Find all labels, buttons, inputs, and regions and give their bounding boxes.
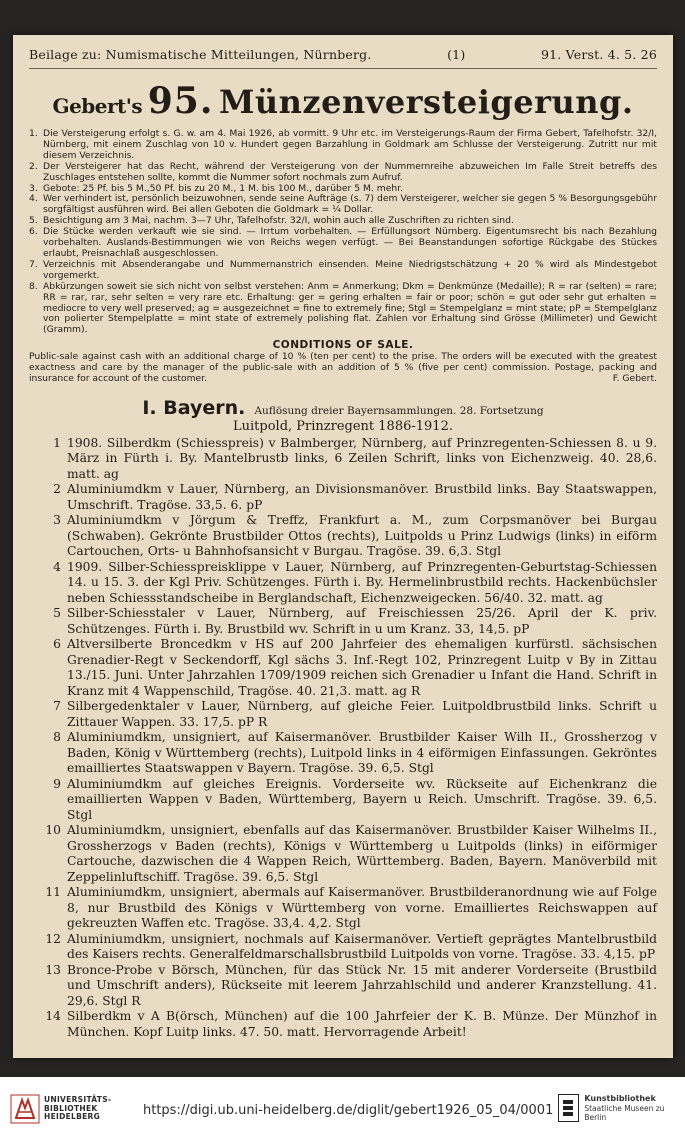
university-logo[interactable] — [10, 1094, 111, 1124]
term-number: 2. — [29, 160, 38, 172]
entry-text: 1909. Silber-Schiesspreisklippe v Lauer, Nürnberg, auf Prinzregenten-Geburtstag-Schiessen 14. u 15. 3. der Kgl Priv. Schützenges. Fürth i. By. Hermelinbrustbild rechts. Hackenbüchsler neben Schiessstandscheibe in Berglandschaft, Eichenzweigecken. 56/40. 32. matt. ag — [67, 559, 657, 605]
section-title: I. Bayern. — [142, 396, 246, 419]
catalog-entry — [29, 606, 657, 637]
catalog-entry — [29, 513, 657, 560]
catalog-entry — [29, 637, 657, 699]
term-number: 5. — [29, 215, 38, 227]
entry-number: 2 — [53, 482, 61, 497]
term-text: Die Stücke werden verkauft wie sie sind. — Irrtum vorbehalten. — Erfüllungsort Nürnberg. Eigentumsrecht bis nach Bezahlung vorbehalten. Auslands-Bestimmungen wie von Reichs wegen verfügt. — Bei Beanstandungen sofortige Rückgabe des Stückes erlaubt, Preisnachlaß ausgeschlossen. — [43, 226, 657, 259]
term-number: 8. — [29, 280, 38, 292]
conditions-heading: CONDITIONS OF SALE. — [272, 339, 414, 352]
term-item — [29, 227, 657, 260]
term-text: Verzeichnis mit Absenderangabe und Nummernanstrich einsenden. Meine Niedrigstschätzung + 20 % wird als Mindestgebot vorgemerkt. — [43, 258, 657, 281]
catalog-entry — [29, 932, 657, 963]
entry-number: 10 — [45, 823, 61, 838]
term-number: 1. — [29, 128, 38, 139]
entry-text: Aluminiumdkm auf gleiches Ereignis. Vorderseite wv. Rückseite auf Eichenkranz die emaillierten Wappen v Baden, Württemberg, Bayern u Reich. Umschrift. Tragöse. 39. 6,5. Stgl — [67, 776, 657, 822]
term-text: Abkürzungen soweit sie sich nicht von selbst verstehen: Anm = Anmerkung; Dkm = Denkmünze (Medaille); R = rar (selten) = rare; RR = rar, rar, sehr selten = very rare etc. Erhaltung: ger = gering erhalten = fair or poor; schön = gut oder sehr gut erhalten = mediocre to very well preserved; ag = ausgezeichnet = fine to extremely fine; Stgl = Stempelglanz = mint state; pP = Stempelglanz von polierter Stempelplatte = mint state of extremely polishing flat. Zahlen vor Erhaltung sind Grösse (Millimeter) und Gewicht (Gramm). — [43, 280, 657, 336]
entry-text: Silbergedenktaler v Lauer, Nürnberg, auf gleiche Feier. Luitpoldbrustbild links. Schrift u Zittauer Wappen. 33. 17,5. pP R — [67, 699, 657, 729]
ruler-heading: Luitpold, Prinzregent 1886-1912. — [233, 418, 453, 434]
term-text: Gebote: 25 Pf. bis 5 M.,50 Pf. bis zu 20 M., 1 M. bis 100 M., darüber 5 M. mehr. — [43, 182, 404, 194]
entry-number: 8 — [53, 730, 61, 745]
term-number: 4. — [29, 193, 38, 205]
entry-number: 12 — [45, 931, 61, 946]
term-text: Der Versteigerer hat das Recht, während der Versteigerung von der Nummernreihe abzuweichen Im Falle Streit betreffs des Zuschlages entstehen sollte, kommt die Nummer sofort nochmals zum Aufruf. — [43, 160, 657, 183]
entry-text: Silberdkm v A B(örsch, München) auf die 100 Jahrfeier der K. B. Münze. Der Münzhof in München. Kopf Luitp links. 47. 50. matt. Hervorragende Arbeit! — [67, 1009, 657, 1039]
catalog-entry — [29, 1009, 657, 1040]
header-page-number: (1) — [447, 47, 466, 62]
kunstbibliothek-icon — [558, 1094, 579, 1122]
entry-text: Aluminiumdkm, unsigniert, abermals auf Kaisermanöver. Brustbilderanordnung wie auf Folge 8, nur Brustbild des Königs v Württemberg von vorne. Emailliertes Reichswappen auf gekreuzten Waffen etc. Tragöse. 33,4. 4,2. Stgl — [67, 885, 657, 931]
scanned-page — [13, 35, 673, 1058]
entry-number: 11 — [45, 885, 61, 900]
entry-text: Aluminiumdkm, unsigniert, ebenfalls auf das Kaisermanöver. Brustbilder Kaiser Wilhelms II., Grossherzogs v Baden (rechts), Königs v Württemberg u Luitpolds (links) in eiförmiger Cartouche, dazwischen die 4 Wappen Reich, Württemberg. Baden, Bayern. Manöverbild mit Zeppelinluftschiff. Tragöse. 39. 6,5. Stgl — [67, 823, 657, 884]
title-part1: Gebert's — [52, 94, 143, 118]
conditions-body: Public-sale against cash with an additional charge of 10 % (ten per cent) to the prise. The orders will be executed with the greatest exactness and care by the manager of the public-sale with an addition of 5 % (five per cent) commission. Postage, packing and insurance for account of the customer. — [29, 351, 657, 385]
entry-text: 1908. Silberdkm (Schiesspreis) v Balmberger, Nürnberg, auf Prinzregenten-Schiessen 8. u 9. März in Fürth i. By. Mantelbrustb links, 6 Zeilen Schrift, links von Eichenzweig. 40. 28,6. matt. ag — [67, 435, 657, 481]
catalog-entries — [29, 436, 657, 1041]
catalog-entry — [29, 482, 657, 513]
entry-number: 4 — [53, 559, 61, 574]
university-name: UNIVERSITÄTS- BIBLIOTHEK HEIDELBERG — [44, 1095, 112, 1122]
university-seal-icon — [10, 1094, 40, 1124]
entry-number: 14 — [45, 1009, 61, 1024]
entry-text: Bronce-Probe v Börsch, München, für das Stück Nr. 15 mit anderer Vorderseite (Brustbild und Umschrift anders), Rückseite mit leerem Jahrzahlschild und anderer Kranzstellung. 41. 29,6. Stgl R — [67, 962, 657, 1008]
kunstbibliothek-name: Kunstbibliothek Staatliche Museen zu Berlin — [584, 1094, 665, 1122]
entry-text: Altversilberte Broncedkm v HS auf 200 Jahrfeier des ehemaligen kurfürstl. sächsischen Grenadier-Regt v Seckendorff, Kgl sächs 3. Inf.-Regt 102, Prinzregent Luitp v By in Zittau 13./15. Juni. Unter Jahrzahlen 1709/1909 reichen sich Grenadier u Infant die Hand. Schrift in Kranz mit 4 Wappenschild, Tragöse. 40. 21,3. matt. ag R — [67, 637, 657, 698]
conditions-text — [29, 352, 657, 385]
catalog-entry — [29, 436, 657, 483]
entry-text: Aluminiumdkm v Lauer, Nürnberg, an Divisionsmanöver. Brustbild links. Bay Staatswappen, Umschrift. Tragöse. 33,5. 6. pP — [67, 482, 657, 512]
entry-number: 6 — [53, 637, 61, 652]
running-header — [29, 47, 657, 69]
catalog-entry — [29, 885, 657, 932]
entry-number: 7 — [53, 699, 61, 714]
catalog-entry — [29, 963, 657, 1010]
entry-number: 1 — [53, 435, 61, 450]
entry-text: Aluminiumdkm v Jörgum & Treffz, Frankfurt a. M., zum Corpsmanöver bei Burgau (Schwaben). Gekrönte Brustbilder Ottos (rechts), Luitpolds u Prinz Ludwigs (links) in eiförm Cartouchen, Orts- u Bahnhofsansicht v Burgau. Tragöse. 39. 6,3. Stgl — [67, 513, 657, 559]
conditions-signature: F. Gebert. — [612, 373, 657, 385]
section-subtitle: Auflösung dreier Bayernsammlungen. 28. Fortsetzung — [254, 404, 544, 417]
header-left: Beilage zu: Numismatische Mitteilungen, Nürnberg. — [29, 47, 372, 62]
title-part3: Münzenversteigerung. — [218, 83, 634, 121]
kunstbibliothek-logo[interactable] — [558, 1094, 685, 1123]
term-text: Die Versteigerung erfolgt s. G. w. am 4. Mai 1926, ab vormitt. 9 Uhr etc. im Versteigerungs-Raum der Firma Gebert, Tafelhofstr. 32/I, Nürnberg, mit einem Zuschlag von 10 v. Hundert gegen Barzahlung in Goldmark am Schlusse der Versteigerung. Zutritt nur mit diesem Verzeichnis. — [43, 128, 657, 161]
term-number: 3. — [29, 182, 38, 194]
term-item — [29, 282, 657, 337]
viewer-footer — [0, 1077, 685, 1139]
term-item — [29, 260, 657, 282]
term-item — [29, 162, 657, 184]
catalog-entry — [29, 823, 657, 885]
permalink-url[interactable]: https://digi.ub.uni-heidelberg.de/diglit/gebert1926_05_04/0001 — [143, 1103, 554, 1118]
term-text: Besichtigung am 3 Mai, nachm. 3—7 Uhr, Tafelhofstr. 32/I, wohin auch alle Zuschriften zu richten sind. — [43, 215, 514, 227]
page-content — [29, 47, 657, 1040]
entry-text: Silber-Schiesstaler v Lauer, Nürnberg, auf Freischiessen 25/26. April der K. priv. Schützenges. Fürth i. By. Brustbild wv. Schrift in u um Kranz. 33, 14,5. pP — [67, 606, 657, 636]
entry-text: Aluminiumdkm, unsigniert, nochmals auf Kaisermanöver. Vertieft geprägtes Mantelbrustbild des Kaisers rechts. Generalfeldmarschallsbrustbild Luitpolds von vorne. Tragöse. 33. 4,15. pP — [67, 931, 657, 962]
catalog-entry — [29, 730, 657, 777]
terms-list — [29, 129, 657, 336]
page-title — [29, 80, 657, 122]
catalog-entry — [29, 560, 657, 607]
header-right: 91. Verst. 4. 5. 26 — [540, 47, 657, 62]
entry-number: 5 — [53, 606, 61, 621]
catalog-entry — [29, 699, 657, 730]
term-number: 6. — [29, 226, 38, 238]
title-part2: 95. — [147, 80, 214, 122]
term-item — [29, 129, 657, 162]
entry-number: 9 — [53, 776, 61, 791]
term-text: Wer verhindert ist, persönlich beizuwohnen, sende seine Aufträge (s. 7) dem Versteigerer, welcher sie gegen 5 % Besorgungsgebühr sorgfältigst ausführen wird. Bei allen Geboten die Goldmark = ¼ Dollar. — [43, 193, 657, 216]
term-number: 7. — [29, 258, 38, 270]
entry-text: Aluminiumdkm, unsigniert, auf Kaisermanöver. Brustbilder Kaiser Wilh II., Grossherzog v Baden, König v Württemberg (rechts), Luitpold links in 4 eiförmigen Einfassungen. Gekröntes emailliertes Staatswappen v Bayern. Tragöse. 39. 6,5. Stgl — [67, 730, 657, 776]
catalog-entry — [29, 777, 657, 824]
entry-number: 13 — [45, 962, 61, 977]
section-heading — [29, 397, 657, 419]
entry-number: 3 — [53, 513, 61, 528]
term-item — [29, 194, 657, 216]
